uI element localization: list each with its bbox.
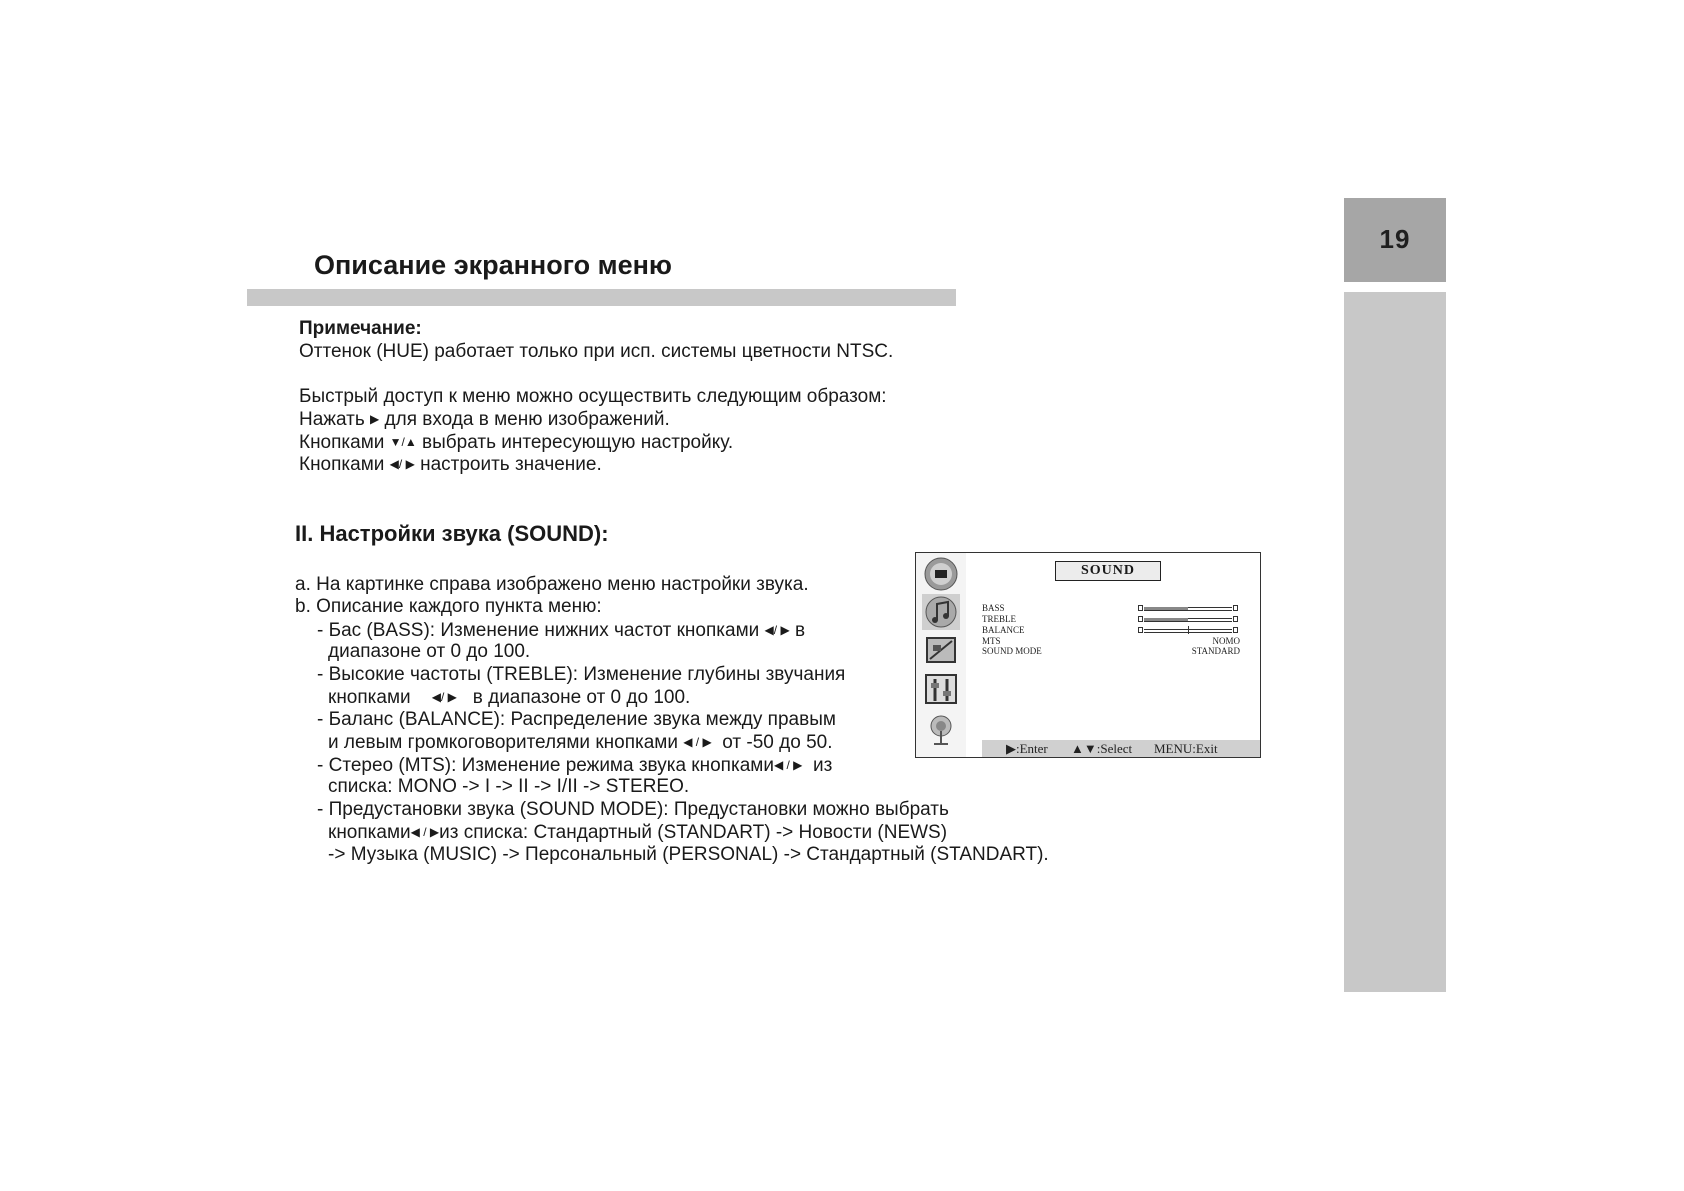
list-item-a: a. На картинке справа изображено меню настройки звука. xyxy=(295,574,809,595)
note-text: Оттенок (HUE) работает только при исп. системы цветности NTSC. xyxy=(299,341,894,362)
mode-line-1: - Предустановки звука (SOUND MODE): Предустановки можно выбрать xyxy=(317,799,949,820)
osd-footer xyxy=(982,740,1260,757)
bass-line-2: диапазоне от 0 до 100. xyxy=(328,641,531,662)
osd-mts-value: NOMO xyxy=(1212,636,1240,646)
note-heading: Примечание: xyxy=(299,318,422,339)
quick-line-4: Кнопками ◀/ ▶ настроить значение. xyxy=(299,454,602,475)
quick-line-3: Кнопками ▼/▲ выбрать интересующую настройку. xyxy=(299,432,734,453)
osd-item-treble: TREBLE xyxy=(982,614,1016,624)
osd-balance-marker xyxy=(1188,626,1189,634)
treble-line-2: кнопками ◀/ ▶ в диапазоне от 0 до 100. xyxy=(328,687,691,708)
mode-line-2: кнопками◀ / ▶из списка: Стандартный (STANDART) -> Новости (NEWS) xyxy=(328,822,948,843)
osd-select-hint: ▲▼:Select xyxy=(1071,741,1133,756)
left-right-arrows-icon: ◀/ ▶ xyxy=(431,690,457,704)
setup-icon xyxy=(922,671,960,707)
left-right-arrows-icon: ◀ / ▶ xyxy=(683,735,712,749)
osd-sound-mode-value: STANDARD xyxy=(1191,646,1240,656)
osd-icon-column xyxy=(916,553,966,757)
right-arrow-icon: ▶ xyxy=(370,412,380,426)
page-number: 19 xyxy=(1379,224,1411,254)
osd-item-sound-mode: SOUND MODE xyxy=(982,646,1042,656)
side-bar xyxy=(1344,292,1446,992)
sound-menu-screenshot xyxy=(915,552,1261,758)
bass-line-1: - Бас (BASS): Изменение нижних частот кнопками ◀/ ▶ в xyxy=(317,620,806,641)
osd-balance-slider xyxy=(1138,627,1238,633)
osd-item-bass: BASS xyxy=(982,603,1005,613)
left-right-arrows-icon: ◀ / ▶ xyxy=(410,825,440,839)
osd-treble-slider xyxy=(1138,616,1238,622)
quick-line-1: Быстрый доступ к меню можно осуществить следующим образом: xyxy=(299,386,887,407)
mts-line-2: списка: MONO -> I -> II -> I/II -> STEREO. xyxy=(328,776,690,797)
left-right-arrows-icon: ◀ / ▶ xyxy=(773,758,803,772)
mode-line-3: -> Музыка (MUSIC) -> Персональный (PERSONAL) -> Стандартный (STANDART). xyxy=(328,844,1049,865)
balance-line-2: и левым громкоговорителями кнопками ◀ / ▶ от -50 до 50. xyxy=(328,732,833,753)
section-heading: II. Настройки звука (SOUND): xyxy=(295,521,609,546)
osd-bass-slider xyxy=(1138,605,1238,611)
osd-exit-hint: MENU:Exit xyxy=(1154,741,1218,756)
list-item-b: b. Описание каждого пункта меню: xyxy=(295,596,602,617)
screen-icon xyxy=(922,633,960,669)
osd-enter-hint: ▶:Enter xyxy=(1006,741,1048,756)
quick-line-2: Нажать ▶ для входа в меню изображений. xyxy=(299,409,670,430)
osd-bass-level xyxy=(1144,607,1188,610)
down-up-arrows-icon: ▼/▲ xyxy=(389,435,417,449)
osd-title: SOUND xyxy=(1055,561,1161,581)
balance-line-1: - Баланс (BALANCE): Распределение звука между правым xyxy=(317,709,836,730)
picture-icon xyxy=(922,556,960,592)
left-right-arrows-icon: ◀/ ▶ xyxy=(389,457,415,471)
osd-item-balance: BALANCE xyxy=(982,625,1025,635)
osd-item-mts: MTS xyxy=(982,636,1001,646)
mts-line-1: - Стерео (MTS): Изменение режима звука кнопками◀ / ▶ из xyxy=(317,755,833,776)
left-right-arrows-icon: ◀/ ▶ xyxy=(764,623,790,637)
page-number-tab xyxy=(1344,198,1446,282)
sound-icon xyxy=(922,594,960,630)
page-title: Описание экранного меню xyxy=(314,250,672,280)
treble-line-1: - Высокие частоты (TREBLE): Изменение глубины звучания xyxy=(317,664,846,685)
title-rule xyxy=(247,289,956,306)
channel-icon xyxy=(922,711,960,747)
osd-treble-level xyxy=(1144,618,1188,621)
